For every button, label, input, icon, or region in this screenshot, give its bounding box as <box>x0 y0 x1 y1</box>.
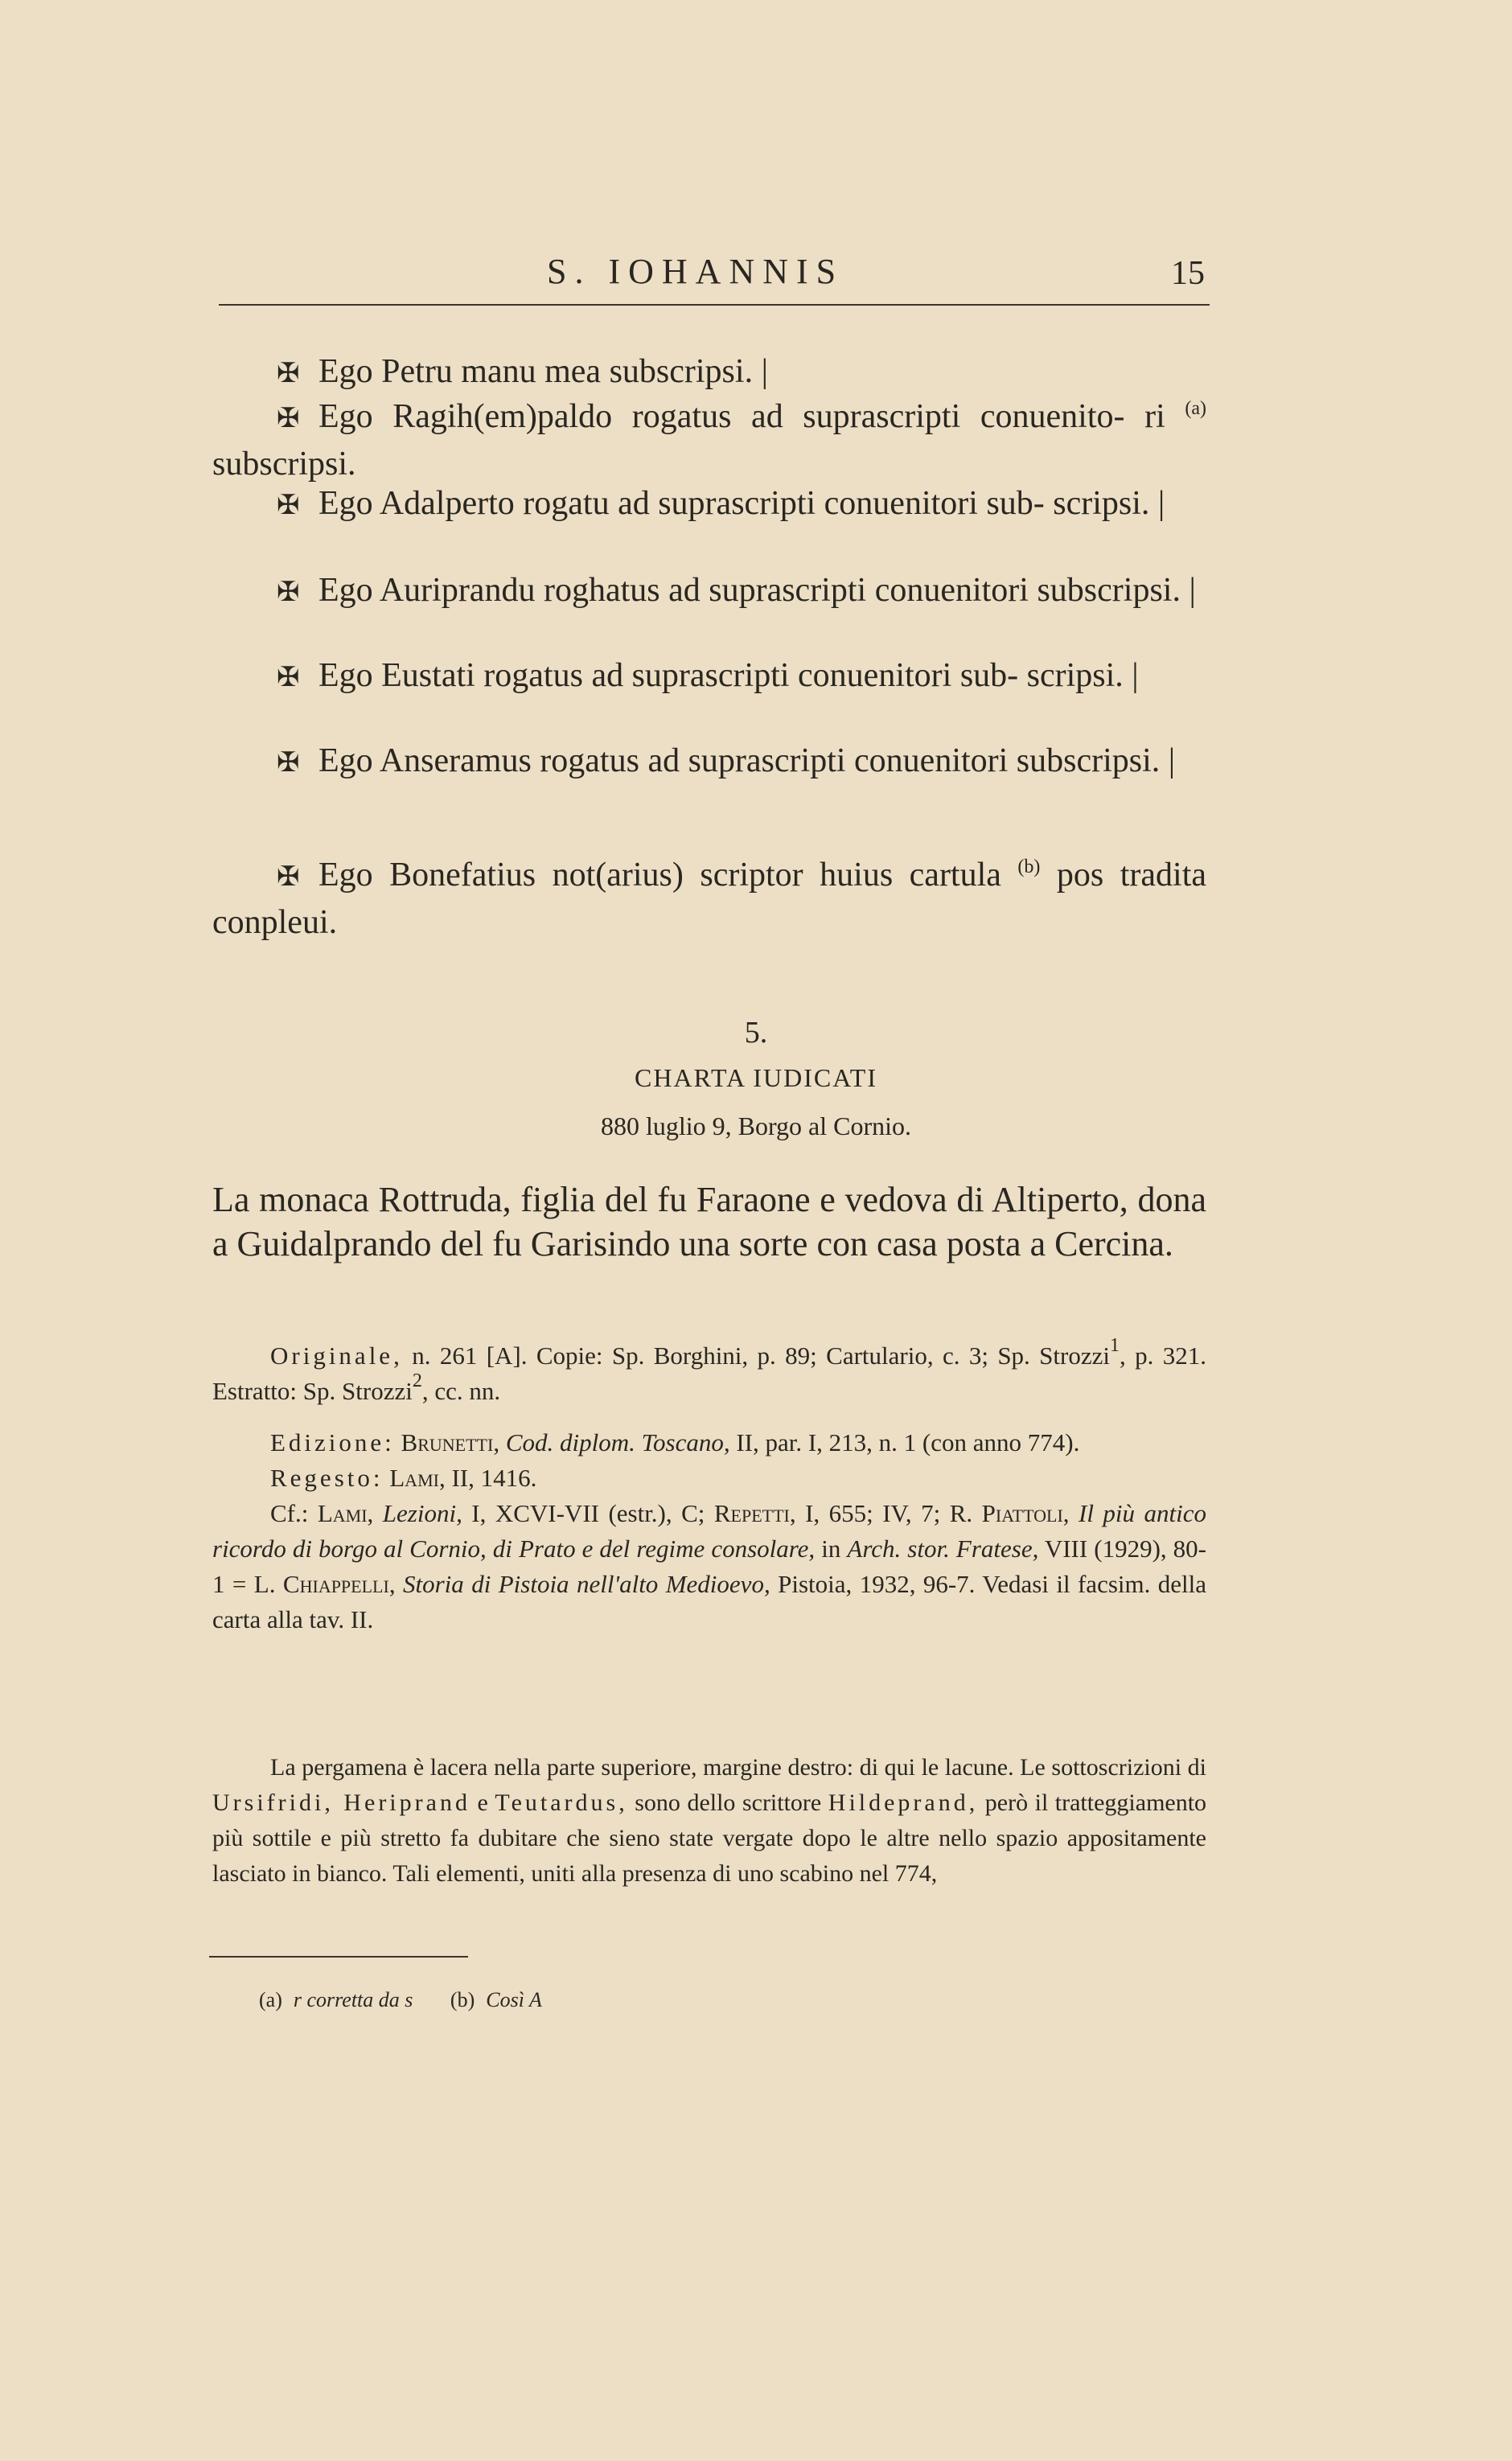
cross-icon: ✠ <box>277 862 300 892</box>
biblio-text: II, 1416. <box>451 1464 537 1492</box>
biblio-sup: 2 <box>412 1370 422 1391</box>
bibliography <box>212 1335 1207 1637</box>
biblio-author: Lami, <box>389 1464 446 1492</box>
subscription-4 <box>212 568 1206 615</box>
note-name: Teutardus, <box>495 1789 628 1816</box>
biblio-author: Piattoli, <box>981 1499 1070 1527</box>
footnote-a <box>259 1988 413 2011</box>
biblio-text: I, 655; IV, 7; R. <box>805 1499 973 1527</box>
subscription-5 <box>212 653 1206 701</box>
biblio-text: in <box>821 1535 841 1563</box>
cross-icon: ✠ <box>277 748 300 778</box>
biblio-journal: Arch. stor. Fratese, <box>847 1535 1039 1563</box>
subscription-text-after: subscripsi. <box>212 446 356 483</box>
footnote-text: r corretta da s <box>293 1988 413 2011</box>
note-name: Ursifridi, Heriprand <box>212 1789 470 1816</box>
subscription-text: Ego Ragih(em)paldo rogatus ad suprascripti conuenito- ri <box>318 398 1165 435</box>
note-text: La pergamena è lacera nella parte superiore, margine destro: di qui le lacune. Le sottoscrizioni di <box>270 1754 1206 1781</box>
cross-icon: ✠ <box>277 491 300 520</box>
subscription-text: Ego Eustati rogatus ad suprascripti conuenitori sub- scripsi. | <box>318 657 1139 694</box>
biblio-originale <box>212 1335 1206 1409</box>
cross-icon: ✠ <box>277 663 300 692</box>
document-title: CHARTA IUDICATI <box>635 1063 877 1092</box>
note-name: Hildeprand, <box>828 1789 979 1816</box>
footnote-b <box>450 1988 542 2011</box>
document-date: 880 luglio 9, Borgo al Cornio. <box>600 1111 912 1140</box>
document-number: 5. <box>744 1016 768 1050</box>
page-number: 15 <box>1171 255 1205 292</box>
notary-text-after: pos tradita conpleui. <box>212 857 1207 941</box>
biblio-text: I, XCVI-VII (estr.), C; <box>471 1499 705 1527</box>
footnote-mark: (b) <box>450 1988 475 2011</box>
biblio-author: Chiappelli, <box>282 1570 396 1598</box>
biblio-work: Lezioni, <box>382 1499 462 1527</box>
biblio-author: Repetti, <box>713 1499 796 1527</box>
subscription-text: Ego Adalperto rogatu ad suprascripti conuenitori sub- scripsi. | <box>318 485 1165 522</box>
note-text: però il tratteggiamento più sottile e più stretto fa dubitare che sieno state vergate dopo le altre nello spazio appositamente lasciato in bianco. Tali elementi, uniti alla presenza di uno scabino nel 774, <box>212 1789 1207 1887</box>
footnote-mark: (a) <box>1185 398 1207 419</box>
biblio-label: Originale, <box>270 1341 403 1370</box>
subscription-text: Ego Auriprandu roghatus ad suprascripti conuenitori subscripsi. | <box>318 572 1196 609</box>
biblio-regesto <box>212 1461 1206 1496</box>
footnote-text: Così A <box>486 1988 542 2011</box>
notary-text: Ego Bonefatius not(arius) scriptor huius cartula <box>318 857 1001 894</box>
biblio-author: Brunetti, <box>401 1428 500 1456</box>
biblio-edizione <box>212 1425 1206 1461</box>
biblio-text: Pistoia, 1932, 96-7. Vedasi il facsim. della carta alla tav. II. <box>212 1570 1207 1633</box>
running-header: S. IOHANNIS <box>547 252 844 291</box>
subscription-text: Ego Anseramus rogatus ad suprascripti conuenitori subscripsi. | <box>318 742 1176 779</box>
subscription-6 <box>212 738 1206 786</box>
biblio-sup: 1 <box>1110 1335 1120 1356</box>
cross-icon: ✠ <box>277 404 300 433</box>
biblio-work: Cod. diplom. Toscano, <box>505 1428 730 1456</box>
subscription-2 <box>212 394 1206 487</box>
biblio-author: Lami, <box>317 1499 374 1527</box>
footnote-mark: (a) <box>259 1988 282 2011</box>
biblio-text: n. 261 [A]. Copie: Sp. Borghini, p. 89; Cartulario, c. 3; Sp. Strozzi <box>412 1341 1110 1370</box>
biblio-label: Regesto: <box>270 1464 384 1492</box>
biblio-label: Cf.: <box>270 1499 309 1527</box>
document-summary: La monaca Rottruda, figlia del fu Faraone e vedova di Altiperto, dona a Guidalprando del fu Garisindo una sorte con casa posta a Cercina. <box>212 1180 1206 1263</box>
biblio-work: Storia di Pistoia nell'alto Medioevo, <box>402 1570 770 1598</box>
biblio-label: Edizione: <box>270 1428 395 1456</box>
biblio-text: , cc. nn. <box>421 1377 501 1405</box>
note-text: e <box>477 1789 488 1816</box>
footnotes <box>259 1988 574 2012</box>
biblio-text: II, par. I, 213, n. 1 (con anno 774). <box>736 1428 1080 1456</box>
biblio-text: VIII (1929), 80-1 = L. <box>212 1535 1207 1598</box>
cross-icon: ✠ <box>277 359 300 388</box>
biblio-text: , p. 321. Estratto: Sp. Strozzi <box>212 1341 1206 1405</box>
notary-subscription <box>212 853 1206 945</box>
note-text: sono dello scrittore <box>635 1789 822 1816</box>
subscription-text: Ego Petru manu mea subscripsi. | <box>318 353 768 390</box>
critical-note <box>212 1750 1206 1892</box>
subscription-3 <box>212 481 1206 528</box>
biblio-work: Il più antico ricordo di borgo al Cornio, di Prato e del regime consolare, <box>212 1499 1206 1563</box>
header-rule <box>219 304 1210 306</box>
cross-icon: ✠ <box>277 577 300 607</box>
footnote-mark: (b) <box>1017 857 1041 877</box>
subscription-1 <box>212 349 1206 396</box>
footnote-rule <box>209 1956 468 1958</box>
biblio-cf <box>212 1496 1206 1637</box>
